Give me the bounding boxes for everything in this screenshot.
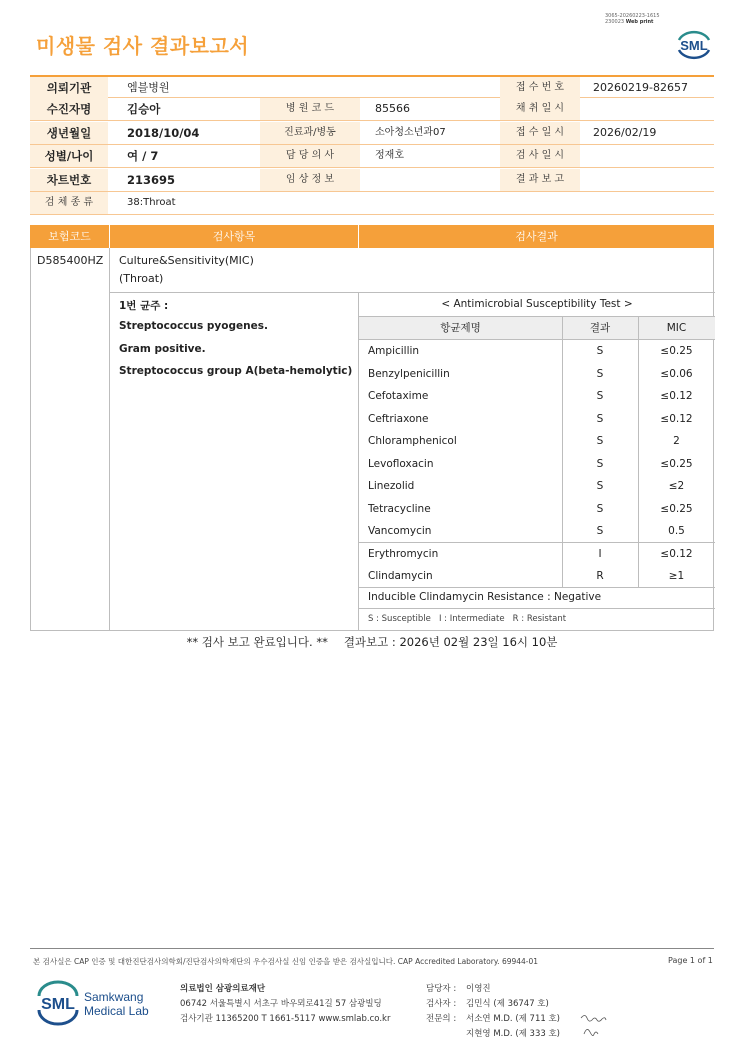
mic-value: ≤2 bbox=[668, 480, 685, 492]
doctor-label: 담 당 의 사 bbox=[260, 145, 360, 167]
ast-title: < Antimicrobial Susceptibility Test > bbox=[441, 298, 633, 310]
collect-date-label: 채 취 일 시 bbox=[500, 98, 580, 120]
specimen-value: 38:Throat bbox=[127, 197, 176, 208]
divider bbox=[638, 317, 639, 587]
sml-logo-text: SML bbox=[680, 38, 708, 53]
hospital-code-value: 85566 bbox=[375, 102, 410, 115]
ast-row bbox=[359, 565, 715, 588]
drug-name: Vancomycin bbox=[368, 525, 432, 537]
susceptibility-result: S bbox=[596, 525, 604, 537]
mic-value: ≤0.12 bbox=[660, 547, 693, 560]
ast-row bbox=[359, 363, 715, 386]
sml-logo-text: SML bbox=[41, 996, 75, 1013]
mic-value: 2 bbox=[673, 435, 680, 447]
staff-row bbox=[426, 982, 560, 997]
gram-stain: Gram positive. bbox=[119, 343, 206, 355]
susceptibility-result: S bbox=[596, 502, 604, 515]
susceptibility-result: S bbox=[596, 412, 604, 425]
info-row bbox=[30, 145, 714, 168]
col-mic: MIC bbox=[666, 322, 687, 334]
mic-value: ≤0.12 bbox=[660, 390, 693, 402]
report-complete-text: ** 검사 보고 완료입니다. ** bbox=[186, 635, 328, 649]
susceptibility-result: S bbox=[596, 345, 604, 357]
ast-row bbox=[359, 475, 715, 498]
staff-role bbox=[426, 1027, 466, 1042]
brand-name-line2: Medical Lab bbox=[84, 1004, 149, 1018]
divider bbox=[359, 542, 715, 543]
staff-name: 이영진 bbox=[466, 984, 491, 994]
drug-name: Linezolid bbox=[368, 480, 415, 492]
org-address: 06742 서울특별시 서초구 바우뫼로41길 57 삼광빌딩 bbox=[180, 999, 382, 1009]
org-contact: 검사기관 11365200 T 1661-5117 www.smlab.co.kr bbox=[180, 1014, 391, 1024]
info-row bbox=[30, 169, 714, 192]
print-id: 3065-20260223-1615 bbox=[605, 13, 660, 19]
org-name: 의료법인 삼광의료재단 bbox=[180, 984, 266, 994]
results-header bbox=[30, 225, 714, 248]
ast-row bbox=[359, 385, 715, 408]
info-row bbox=[30, 75, 714, 98]
drug-name: Benzylpenicillin bbox=[368, 367, 450, 380]
drug-name: Chloramphenicol bbox=[368, 435, 457, 447]
ast-row bbox=[359, 408, 715, 431]
ast-row bbox=[359, 498, 715, 521]
info-row bbox=[30, 192, 714, 215]
susceptibility-result: S bbox=[596, 480, 604, 492]
drug-name: Tetracycline bbox=[368, 502, 431, 515]
test-date-label: 검 사 일 시 bbox=[500, 145, 580, 167]
receipt-no-value: 20260219-82657 bbox=[593, 81, 688, 94]
footer-divider bbox=[30, 948, 714, 949]
dept-value: 소아청소년과07 bbox=[375, 127, 446, 138]
inducible-clindamycin: Inducible Clindamycin Resistance : Negative bbox=[368, 591, 602, 603]
completion-line bbox=[0, 634, 744, 650]
print-code: 230023 bbox=[605, 19, 625, 25]
samkwang-logo-icon bbox=[36, 980, 156, 1026]
patient-label: 수진자명 bbox=[30, 98, 108, 120]
dob-label: 생년월일 bbox=[30, 122, 108, 144]
receipt-date-label: 접 수 일 시 bbox=[500, 122, 580, 144]
sex-age-value: 여 / 7 bbox=[127, 149, 159, 163]
drug-name: Clindamycin bbox=[368, 570, 433, 582]
web-print-label: Web print bbox=[625, 19, 654, 25]
drug-name: Levofloxacin bbox=[368, 457, 434, 470]
info-row bbox=[30, 122, 714, 145]
organism-name: Streptococcus pyogenes. bbox=[119, 320, 268, 332]
signature-icon bbox=[578, 1010, 608, 1040]
report-time: 결과보고 : 2026년 02월 23일 16시 10분 bbox=[343, 635, 558, 649]
hospital-code-label: 병 원 코 드 bbox=[260, 98, 360, 120]
staff-role: 담당자 : bbox=[426, 984, 457, 994]
receipt-date-value: 2026/02/19 bbox=[593, 126, 657, 139]
dob-value: 2018/10/04 bbox=[127, 126, 200, 140]
receipt-no-label: 접 수 번 호 bbox=[500, 77, 580, 99]
drug-name: Ampicillin bbox=[368, 345, 420, 357]
page-title: 미생물 검사 결과보고서 bbox=[36, 34, 250, 58]
mic-value: ≥1 bbox=[668, 570, 685, 582]
doctor-value: 정재호 bbox=[375, 150, 404, 161]
chart-no-label: 차트번호 bbox=[30, 169, 108, 191]
result-legend: S : Susceptible I : Intermediate R : Resistant bbox=[368, 614, 567, 624]
drug-name: Ceftriaxone bbox=[368, 412, 429, 425]
brand-name-line1: Samkwang bbox=[84, 990, 144, 1004]
ast-header-row bbox=[359, 317, 715, 340]
mic-value: ≤0.12 bbox=[660, 412, 693, 425]
divider bbox=[359, 608, 715, 609]
divider bbox=[109, 248, 110, 631]
sex-age-label: 성별/나이 bbox=[30, 145, 108, 167]
test-item-line1: Culture&Sensitivity(MIC) bbox=[119, 254, 254, 267]
ast-row bbox=[359, 340, 715, 363]
accreditation-note: 본 검사실은 CAP 인증 및 대한진단검사의학회/진단검사의학재단의 우수검사실 신임 인증을 받은 검사실입니다. CAP Accredited Laboratory. 69944-01 bbox=[33, 957, 539, 966]
susceptibility-result: I bbox=[598, 547, 602, 560]
staff-row bbox=[426, 1027, 560, 1042]
organism-label: 1번 균주 : bbox=[119, 300, 169, 312]
client-value: 엠블병원 bbox=[127, 81, 170, 94]
staff-role: 검사자 : bbox=[426, 999, 457, 1009]
organization-info bbox=[180, 982, 390, 1027]
results-table bbox=[30, 248, 714, 631]
col-test-item: 검사항목 bbox=[109, 225, 358, 248]
staff-name: 지현영 M.D. (제 333 호) bbox=[466, 1029, 561, 1039]
dept-label: 진료과/병동 bbox=[260, 122, 360, 144]
staff-name: 김민식 (제 36747 호) bbox=[466, 999, 549, 1009]
susceptibility-result: S bbox=[596, 367, 604, 380]
susceptibility-result: S bbox=[596, 435, 604, 447]
ast-row bbox=[359, 430, 715, 453]
print-stamp bbox=[605, 13, 660, 25]
patient-value: 김승아 bbox=[127, 102, 161, 116]
mic-value: ≤0.25 bbox=[660, 345, 693, 357]
test-item-line2: (Throat) bbox=[119, 272, 164, 285]
mic-value: 0.5 bbox=[668, 525, 685, 537]
client-label: 의뢰기관 bbox=[30, 77, 108, 99]
staff-role: 전문의 : bbox=[426, 1014, 457, 1024]
ast-row bbox=[359, 543, 715, 566]
ast-row bbox=[359, 520, 715, 543]
mic-value: ≤0.25 bbox=[660, 502, 693, 515]
drug-name: Erythromycin bbox=[368, 547, 439, 560]
col-test-result: 검사결과 bbox=[358, 225, 714, 248]
staff-list bbox=[426, 982, 560, 1042]
organism-group: Streptococcus group A(beta-hemolytic) bbox=[119, 365, 353, 377]
specimen-label: 검 체 종 류 bbox=[30, 192, 108, 214]
staff-row bbox=[426, 1012, 560, 1027]
susceptibility-result: S bbox=[596, 457, 604, 470]
staff-row bbox=[426, 997, 560, 1012]
chart-no-value: 213695 bbox=[127, 173, 176, 187]
insurance-code: D585400HZ bbox=[37, 254, 104, 267]
susceptibility-result: S bbox=[596, 390, 604, 402]
sml-logo-icon bbox=[674, 26, 714, 62]
info-row bbox=[30, 98, 714, 121]
mic-value: ≤0.06 bbox=[660, 367, 693, 380]
col-result: 결과 bbox=[589, 322, 611, 334]
ast-row bbox=[359, 453, 715, 476]
clinical-label: 임 상 정 보 bbox=[260, 169, 360, 191]
divider bbox=[562, 317, 563, 587]
divider bbox=[359, 587, 715, 588]
drug-name: Cefotaxime bbox=[368, 390, 429, 402]
col-insurance-code: 보험코드 bbox=[48, 230, 91, 243]
staff-name: 서소연 M.D. (제 711 호) bbox=[466, 1014, 561, 1024]
test-item-name bbox=[119, 252, 254, 288]
susceptibility-result: R bbox=[596, 570, 604, 582]
report-label: 결 과 보 고 bbox=[500, 169, 580, 191]
page-number: Page 1 of 1 bbox=[668, 956, 713, 965]
col-drug: 항균제명 bbox=[440, 322, 481, 334]
mic-value: ≤0.25 bbox=[660, 457, 693, 470]
